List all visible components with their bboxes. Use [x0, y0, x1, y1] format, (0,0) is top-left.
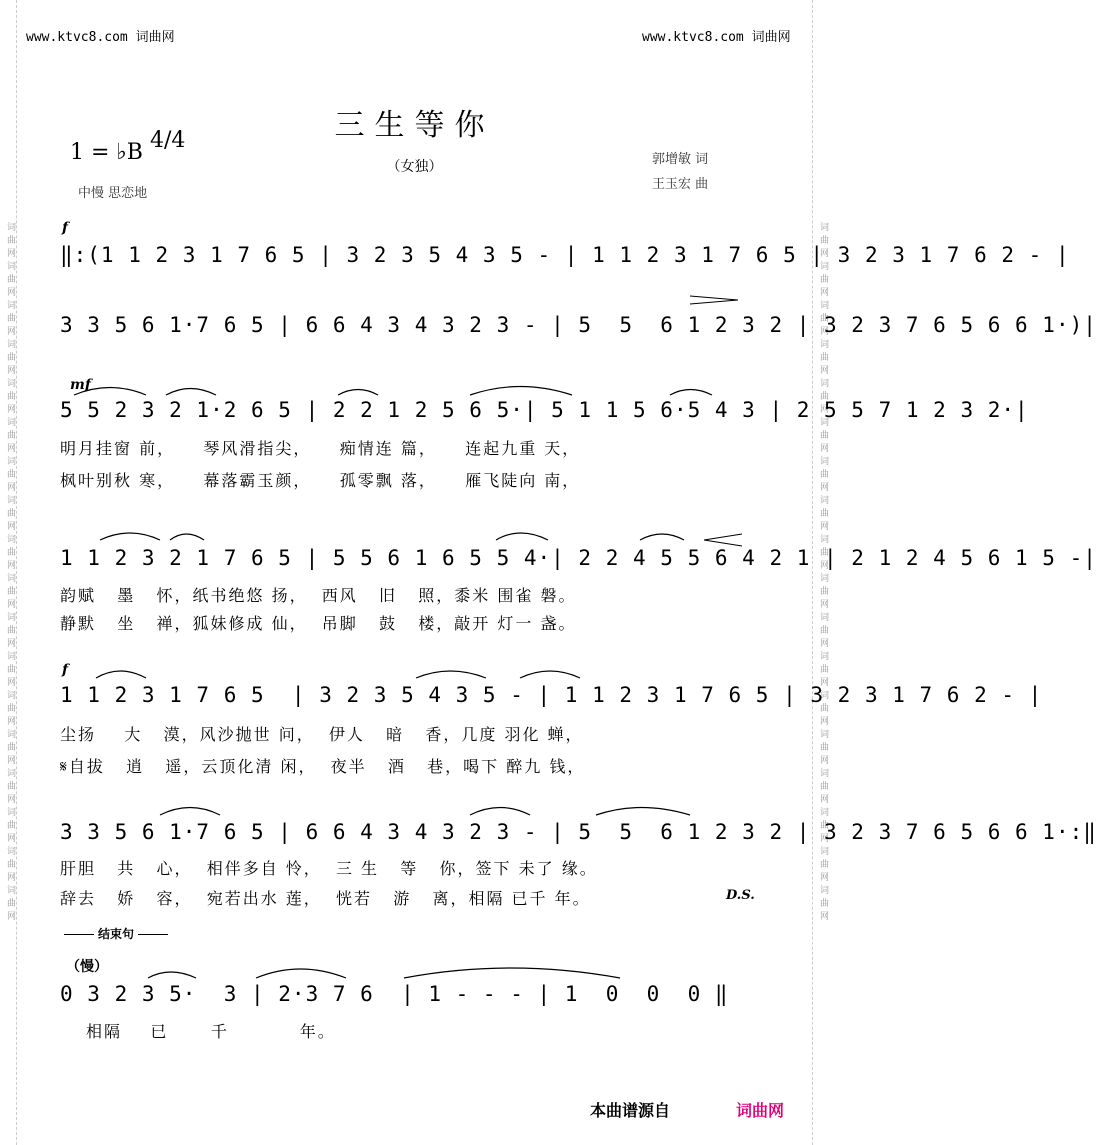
score-line-7: 0 3 2 3 5· 3 | 2·3 7 6 | 1 - - - | 1 0 0 0 ‖ [60, 982, 729, 1006]
slow-marking: （慢） [66, 959, 108, 975]
key-signature: 1 = ♭B [70, 140, 143, 165]
header-watermark-right: www.ktvc8.com 词曲网 [642, 30, 791, 45]
score-line-1: ‖:(1 1 2 3 1 7 6 5 | 3 2 3 5 4 3 5 - | 1 1 2 3 1 7 6 5 | 3 2 3 1 7 6 2 - | [60, 243, 1070, 267]
lyric-line: 静默 坐 禅，狐妹修成 仙， 吊脚 鼓 楼，敲开 灯一 盏。 [60, 614, 577, 633]
lyric-line: 明月挂窗 前， 琴风滑指尖， 痴情连 篇， 连起九重 天， [60, 439, 581, 458]
dynamic-marking: f [62, 662, 69, 678]
lyricist-credit: 郭增敏 词 [652, 152, 709, 167]
source-label: 本曲谱源自 [590, 1101, 671, 1120]
lyric-line: 相隔 已 千 年。 [86, 1022, 336, 1041]
lyric-line: 辞去 娇 容， 宛若出水 莲， 恍若 游 离，相隔 已千 年。 [60, 889, 591, 908]
time-signature: 4/4 [150, 128, 186, 153]
score-line-6: 3 3 5 6 1·7 6 5 | 6 6 4 3 4 3 2 3 - | 5 5 6 1 2 3 2 | 3 2 3 7 6 5 6 6 1·:‖ [60, 820, 1097, 844]
composer-credit: 王玉宏 曲 [652, 177, 709, 192]
dal-segno-marking: D.S. [726, 888, 755, 903]
dynamic-marking: mf [70, 377, 91, 393]
lyric-line: 韵赋 墨 怀，纸书绝悠 扬， 西风 旧 照，黍米 围雀 磐。 [60, 586, 577, 605]
tempo-marking: 中慢 思恋地 [78, 186, 148, 201]
song-subtitle: （女独） [386, 159, 443, 175]
dynamic-marking: f [62, 220, 69, 236]
lyric-line: 枫叶别秋 寒， 幕落霸玉颜， 孤零飘 落， 雁飞陡向 南， [60, 471, 581, 490]
lyric-line: 𝄋自拔 逍 遥，云顶化清 闲， 夜半 酒 巷，喝下 醉九 钱， [60, 757, 586, 776]
header-watermark-left: www.ktvc8.com 词曲网 [26, 30, 175, 45]
song-title: 三生等你 [334, 108, 495, 143]
side-watermark-left: 词曲网词曲网词曲网词曲网词曲网词曲网词曲网词曲网词曲网词曲网词曲网词曲网词曲网词曲网词曲网词曲网词曲网词曲网 [0, 0, 17, 1145]
score-line-5: 1 1 2 3 1 7 6 5 | 3 2 3 5 4 3 5 - | 1 1 2 3 1 7 6 5 | 3 2 3 1 7 6 2 - | [60, 683, 1043, 707]
side-watermark-right: 词曲网词曲网词曲网词曲网词曲网词曲网词曲网词曲网词曲网词曲网词曲网词曲网词曲网词曲网词曲网词曲网词曲网词曲网 [812, 0, 829, 1145]
score-line-4: 1 1 2 3 2 1 7 6 5 | 5 5 6 1 6 5 5 4·| 2 2 4 5 5 6 4 2 1 | 2 1 2 4 5 6 1 5 -| [60, 546, 1097, 570]
ending-phrase-text: 结束句 [98, 927, 135, 941]
lyric-line: 肝胆 共 心， 相伴多自 怜， 三 生 等 你，签下 未了 缘。 [60, 859, 598, 878]
brand-link[interactable]: 词曲网 [736, 1101, 785, 1120]
score-line-2: 3 3 5 6 1·7 6 5 | 6 6 4 3 4 3 2 3 - | 5 5 6 1 2 3 2 | 3 2 3 7 6 5 6 6 1·)| [60, 313, 1097, 337]
score-line-3: 5 5 2 3 2 1·2 6 5 | 2 2 1 2 5 6 5·| 5 1 1 5 6·5 4 3 | 2 5 5 7 1 2 3 2·| [60, 398, 1029, 422]
lyric-line: 尘扬 大 漠，风沙抛世 问， 伊人 暗 香，几度 羽化 蝉， [60, 725, 584, 744]
